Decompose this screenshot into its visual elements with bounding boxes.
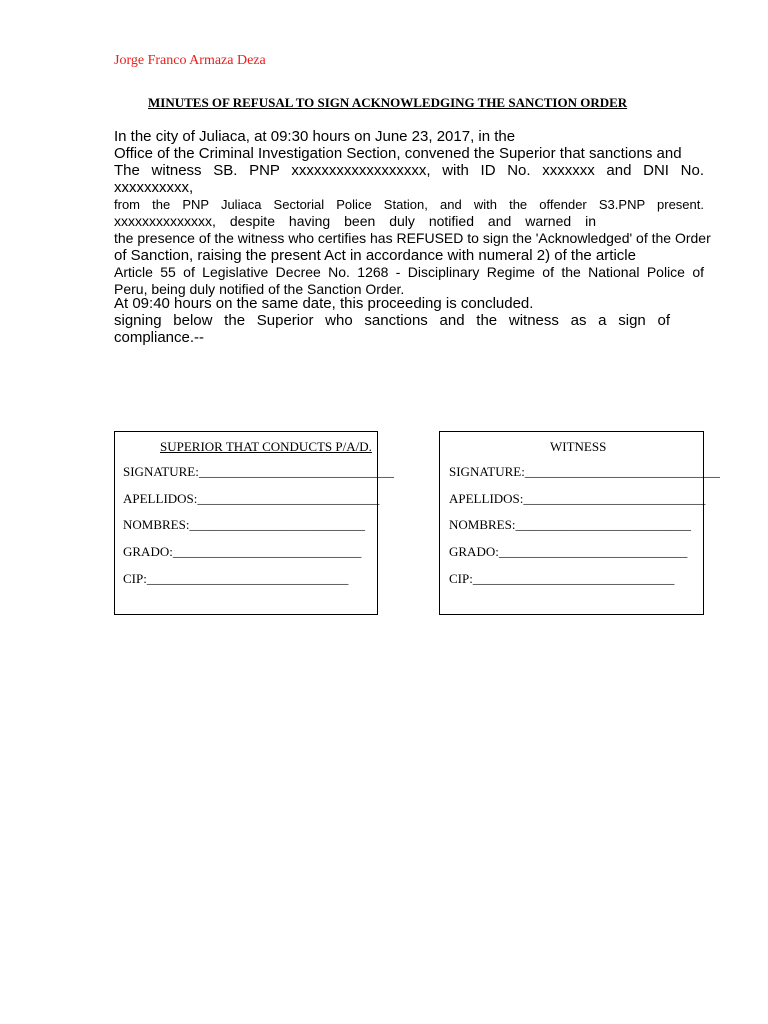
body-line (114, 213, 596, 230)
superior-nombres-field: NOMBRES:___________________________ (123, 517, 365, 532)
superior-signature-box (114, 431, 394, 615)
witness-box-title: WITNESS (550, 439, 607, 454)
body-line: Office of the Criminal Investigation Section, convened the Superior that sanctions and (114, 145, 682, 162)
witness-signature-field: SIGNATURE:______________________________ (449, 464, 720, 479)
body-line-text: xxxxxxxxxxxxxx, despite having been duly notified and warned in (114, 213, 596, 229)
closing-line: At 09:40 hours on the same date, this proceeding is concluded. (114, 295, 534, 312)
superior-signature-field: SIGNATURE:______________________________ (123, 464, 394, 479)
body-paragraph (114, 128, 711, 298)
witness-grado-field: GRADO:_____________________________ (449, 544, 688, 559)
body-line: In the city of Juliaca, at 09:30 hours on June 23, 2017, in the (114, 128, 516, 145)
body-line: The witness SB. PNP xxxxxxxxxxxxxxxxxx, with ID No. xxxxxxx and DNI No. xxxxxxxxxx, (114, 162, 704, 196)
body-line: Article 55 of Legislative Decree No. 1268 - Disciplinary Regime of the National Police of (114, 264, 704, 280)
witness-signature-box (439, 431, 720, 615)
superior-cip-field: CIP:_______________________________ (123, 571, 349, 586)
body-line: Peru, being duly notified of the Sanction Order. (114, 281, 405, 297)
body-line: from the PNP Juliaca Sectorial Police Station, and with the offender S3.PNP present. (114, 197, 704, 212)
closing-paragraph (114, 295, 704, 346)
superior-grado-field: GRADO:_____________________________ (123, 544, 362, 559)
body-line: of Sanction, raising the present Act in accordance with numeral 2) of the article (114, 247, 636, 264)
superior-apellidos-field: APELLIDOS:____________________________ (123, 491, 380, 506)
author-name: Jorge Franco Armaza Deza (114, 53, 266, 68)
superior-box-title: SUPERIOR THAT CONDUCTS P/A/D. (160, 439, 372, 454)
witness-cip-field: CIP:_______________________________ (449, 571, 675, 586)
body-line: the presence of the witness who certifies has REFUSED to sign the 'Acknowledged' of the Order (114, 230, 711, 246)
closing-line: signing below the Superior who sanctions and the witness as a sign of (114, 312, 670, 329)
witness-apellidos-field: APELLIDOS:____________________________ (449, 491, 706, 506)
witness-nombres-field: NOMBRES:___________________________ (449, 517, 691, 532)
closing-line: compliance.-- (114, 329, 205, 346)
document-title: MINUTES OF REFUSAL TO SIGN ACKNOWLEDGING THE SANCTION ORDER (148, 95, 628, 110)
